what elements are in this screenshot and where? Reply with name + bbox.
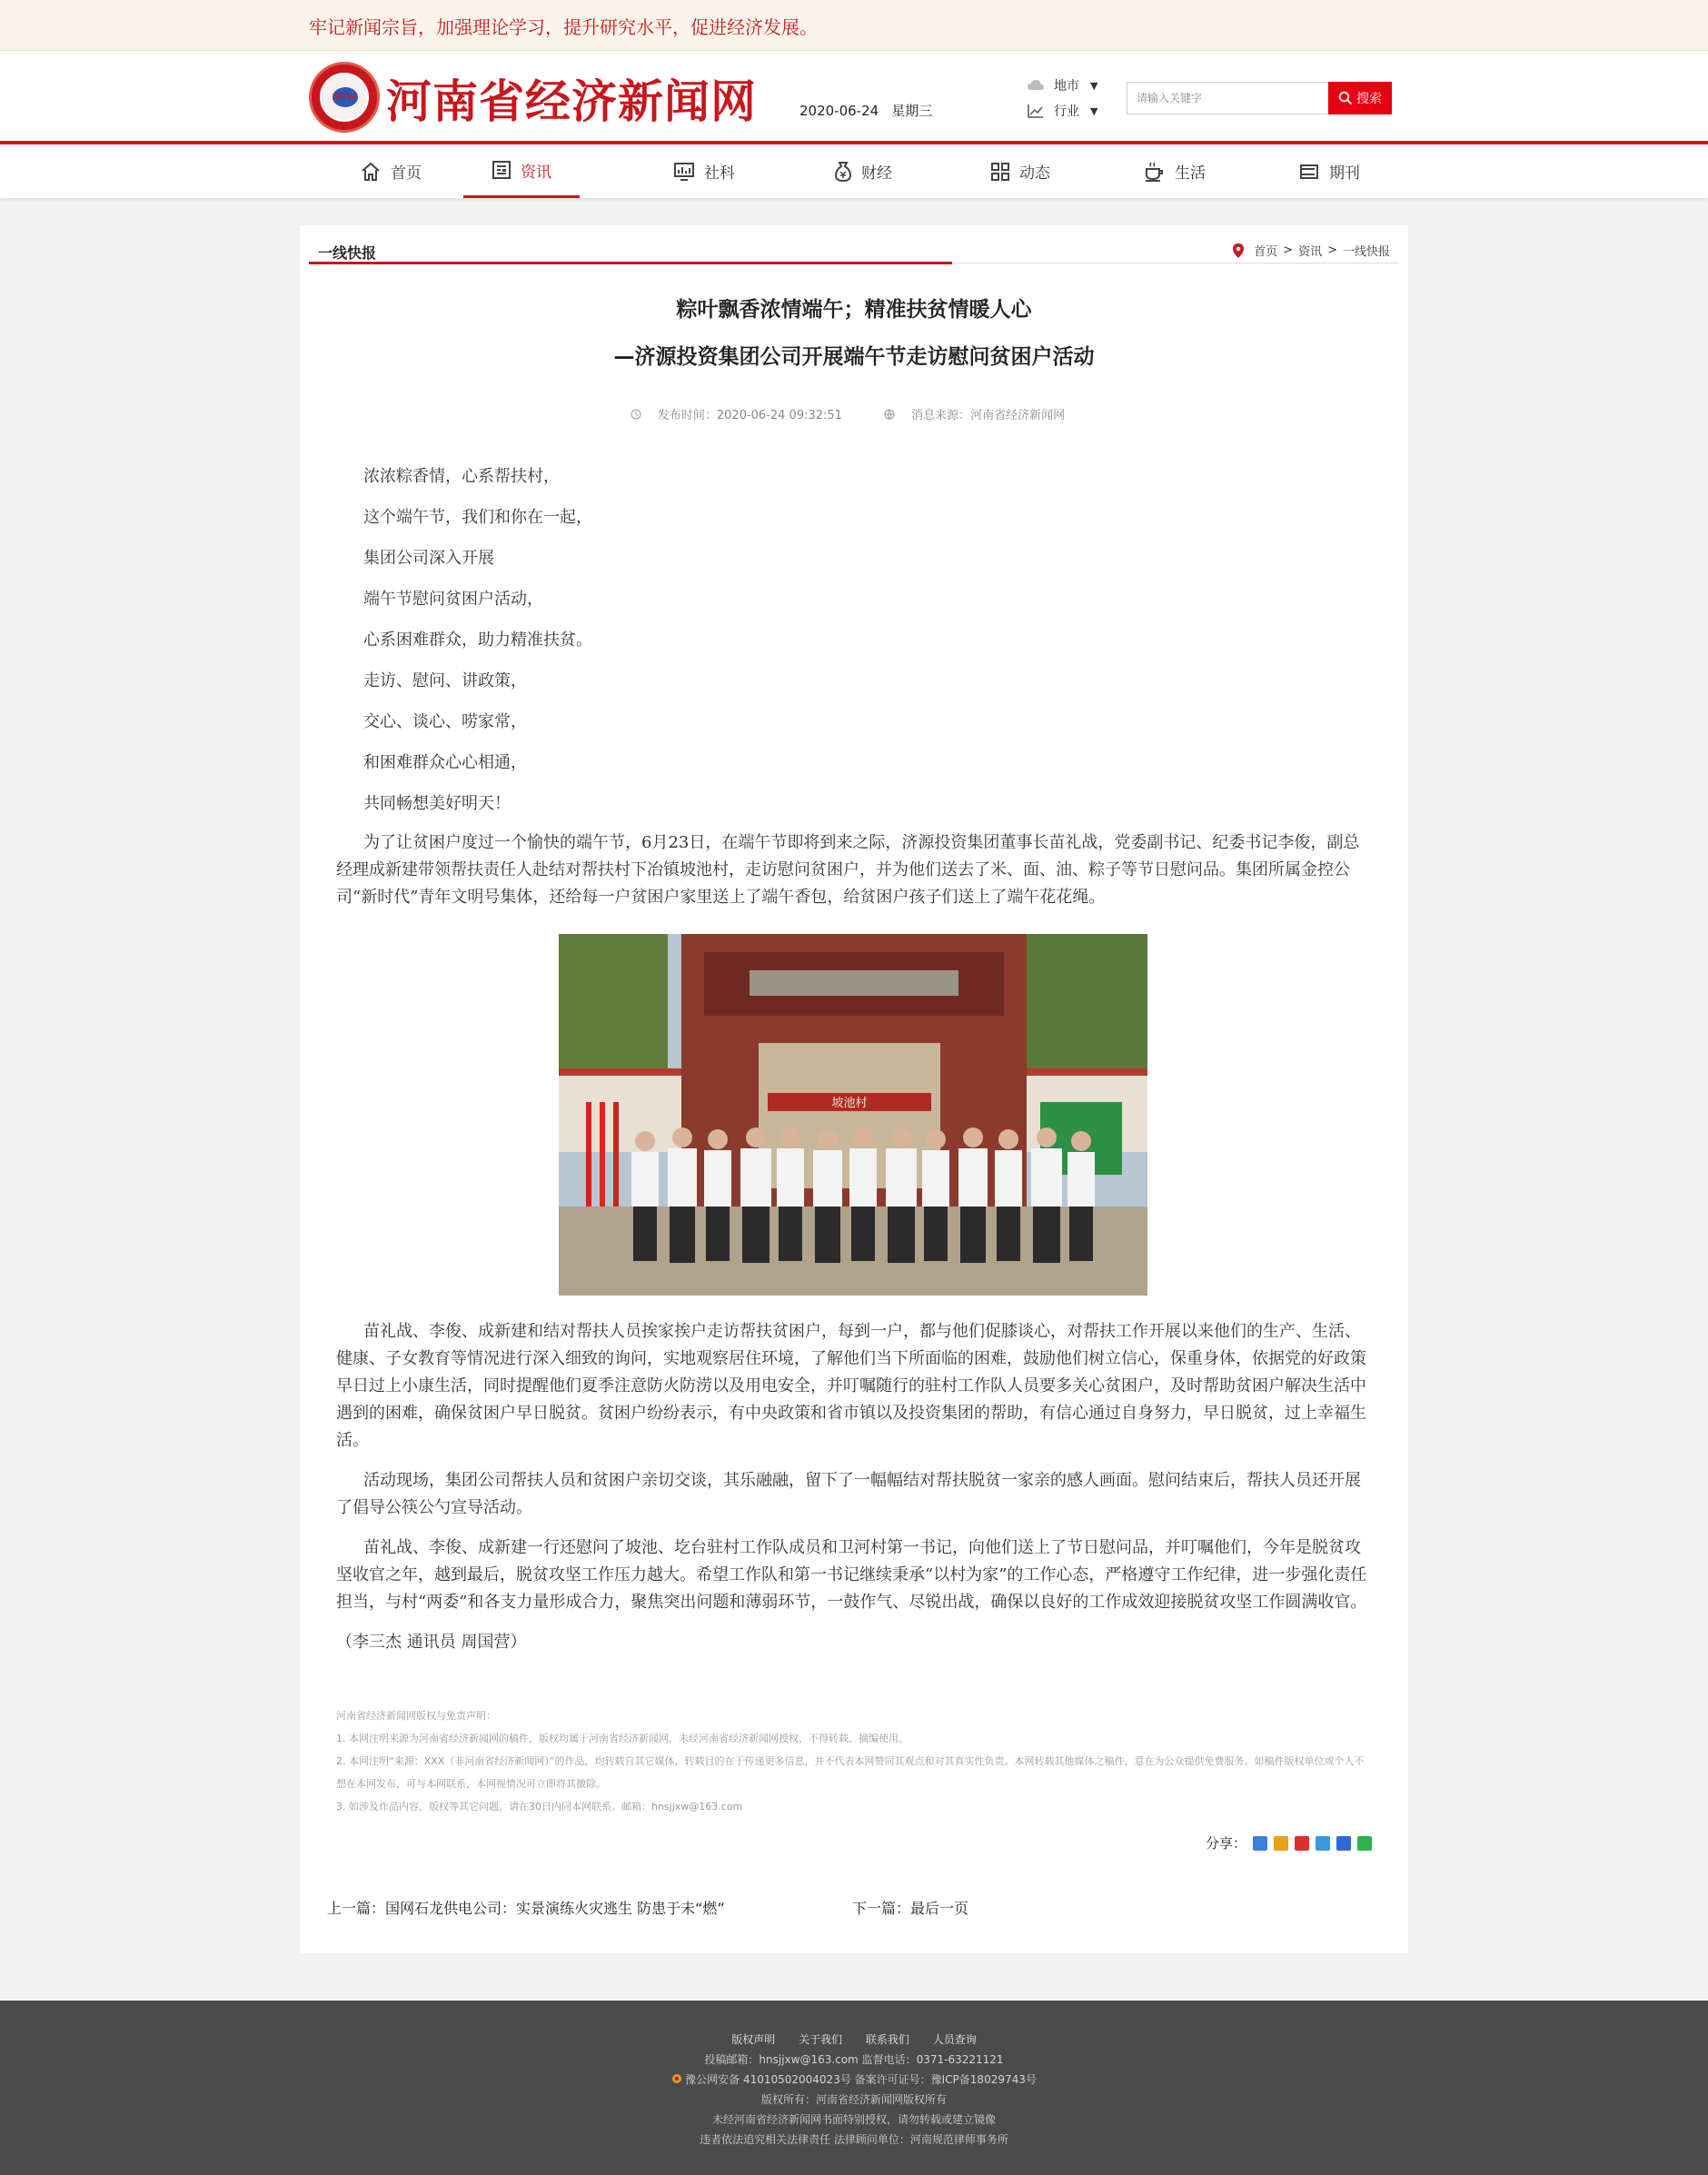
industry-selector[interactable] (1027, 98, 1097, 124)
search-button-label: 搜索 (1356, 92, 1382, 106)
next-article (852, 1897, 968, 1918)
location-pin-icon (1232, 243, 1245, 259)
prev-label: 上一篇： (327, 1900, 386, 1917)
footer-link-staff[interactable]: 人员查询 (932, 2033, 977, 2046)
nav-item-home[interactable] (350, 144, 432, 198)
chevron-down-icon: ▼ (1090, 104, 1098, 117)
prev-article (327, 1897, 725, 1918)
search-button[interactable] (1328, 82, 1392, 114)
breadcrumb-current[interactable]: 一线快报 (1342, 245, 1390, 259)
slogan: 牢记新闻宗旨，加强理论学习，提升研究水平，促进经济发展。 (309, 16, 818, 38)
section-underline (309, 262, 952, 264)
share-weibo-icon[interactable] (1295, 1836, 1309, 1851)
verse-line: 这个端午节，我们和你在一起， (363, 508, 592, 527)
book-icon (1298, 162, 1320, 182)
verse-line: 浓浓粽香情，心系帮扶村， (363, 467, 560, 486)
chart-icon (673, 162, 695, 182)
footer-link-contact[interactable]: 联系我们 (865, 2033, 909, 2046)
article-title: 粽叶飘香浓情端午；精准扶贫情暖人心 (676, 298, 1032, 322)
nav-item-news[interactable] (463, 144, 580, 198)
breadcrumb-news[interactable]: 资讯 (1298, 245, 1323, 259)
article-author: （李三杰 通讯员 周国营） (336, 1633, 527, 1652)
city-label: 地市 (1054, 79, 1079, 94)
nav-item-dynamics[interactable] (970, 144, 1070, 198)
disclaimer-item: 3. 如涉及作品内容、版权等其它问题，请在30日内同本网联系。邮箱：hnsjjxw@163.com (336, 1801, 743, 1812)
publish-time-text: 发布时间：2020-06-24 09:32:51 (657, 409, 842, 422)
section-title: 一线快报 (318, 244, 377, 262)
share-qzone-icon[interactable] (1274, 1836, 1288, 1851)
site-logo-emblem[interactable] (309, 62, 380, 133)
police-badge-icon (671, 2073, 682, 2084)
publish-time (631, 405, 855, 422)
breadcrumb (1232, 242, 1390, 259)
copyright-disclaimer (336, 1704, 1372, 1818)
share-more-icon[interactable] (1253, 1836, 1267, 1851)
home-icon (360, 161, 382, 183)
top-banner (0, 0, 1708, 51)
breadcrumb-separator: > (1283, 243, 1294, 257)
share-wechat-icon[interactable] (1357, 1836, 1372, 1851)
industry-label: 行业 (1054, 104, 1079, 119)
next-article-link[interactable]: 最后一页 (910, 1900, 969, 1917)
disclaimer-title: 河南省经济新闻网版权与免责声明： (336, 1710, 496, 1722)
disclaimer-item: 2. 本网注明“来源：XXX（非河南省经济新闻网）”的作品，均转载自其它媒体，转载目的在于传递更多信息，并不代表本网赞同其观点和对其真实性负责。本网转载其他媒体之稿件，意在为公众提供免费服务。如稿件版权单位或个人不想在本网发布，可与本网联系，本网视情况可立即将其撤除。 (336, 1755, 1365, 1790)
footer-contact: 投稿邮箱：hnsjjxw@163.com 监督电话：0371-63221121 (704, 2053, 1004, 2066)
main-nav (0, 144, 1708, 198)
clock-icon (631, 409, 641, 420)
filter-selectors (1027, 73, 1097, 124)
city-selector[interactable] (1027, 73, 1097, 98)
footer (0, 2001, 1708, 2175)
share-bar (1206, 1833, 1372, 1852)
logo-mark: NEW (332, 92, 357, 103)
nav-item-finance[interactable] (813, 144, 913, 198)
date-value: 2020-06-24 (799, 103, 879, 119)
breadcrumb-home[interactable]: 首页 (1254, 245, 1278, 259)
header (0, 51, 1708, 142)
cloud-icon (1027, 77, 1045, 94)
breadcrumb-separator: > (1327, 243, 1337, 257)
footer-record-text: 豫公网安备 41010502004023号 备案许可证号：豫ICP备18029743号 (685, 2073, 1037, 2086)
article-paragraph: 活动现场，集团公司帮扶人员和贫困户亲切交谈，其乐融融，留下了一幅幅结对帮扶脱贫一家亲的感人画面。慰问结束后，帮扶人员还开展了倡导公筷公勺宣导活动。 (336, 1471, 1361, 1517)
article-photo (559, 934, 1147, 1296)
footer-link-copyright[interactable]: 版权声明 (731, 2033, 776, 2046)
verse-line: 走访、慰问、讲政策， (363, 671, 527, 690)
nav-label: 首页 (391, 164, 422, 183)
money-icon (834, 161, 852, 183)
nav-label: 资讯 (521, 163, 551, 182)
footer-owner: 版权所有：河南省经济新闻网版权所有 (760, 2093, 947, 2106)
nav-label: 财经 (861, 164, 892, 183)
search-icon (1338, 91, 1353, 105)
section-header (309, 236, 1399, 263)
article-paragraph: 苗礼战、李俊、成新建和结对帮扶人员挨家挨户走访帮扶贫困户，每到一户，都与他们促膝谈心，对帮扶工作开展以来他们的生产、生活、健康、子女教育等情况进行深入细致的询问，实地观察居住环境，了解他们当下所面临的困难，鼓励他们树立信心，保重身体，依据党的好政策早日过上小康生活，同时提醒他们夏季注意防火防涝以及用电安全，并叮嘱随行的驻村工作队人员要多关心贫困户，及时帮助贫困户解决生活中遇到的困难，确保贫困户早日脱贫。贫困户纷纷表示，有中央政策和省市镇以及投资集团的帮助，有信心通过自身努力，早日脱贫，过上幸福生活。 (336, 1322, 1366, 1450)
nav-label: 社科 (704, 164, 735, 183)
share-renren-icon[interactable] (1336, 1836, 1351, 1851)
site-logo-text[interactable]: 河南省经济新闻网 (386, 74, 757, 128)
share-tencent-icon[interactable] (1316, 1836, 1330, 1851)
nav-item-social-science[interactable] (654, 144, 754, 198)
cup-icon (1144, 161, 1166, 183)
article-paragraph: 为了让贫困户度过一个愉快的端午节，6月23日，在端午节即将到来之际，济源投资集团董事长苗礼战，党委副书记、纪委书记李俊，副总经理成新建带领帮扶责任人赴结对帮扶村下冶镇坡池村，走访慰问贫困户，并为他们送去了米、面、油、粽子等节日慰问品。集团所属金控公司“新时代”青年文明号集体，还给每一户贫困户家里送上了端午香包，给贫困户孩子们送上了端午花花绳。 (336, 833, 1360, 907)
footer-notice: 未经河南省经济新闻网书面特别授权，请勿转载或建立镜像 (711, 2113, 996, 2126)
weekday: 星期三 (891, 103, 933, 119)
article-panel (300, 225, 1408, 1953)
photo-sign: 坡池村 (831, 1097, 868, 1110)
verse-line: 交心、谈心、唠家常， (363, 712, 527, 731)
verse-line: 端午节慰问贫困户活动， (363, 590, 543, 609)
verse-line: 共同畅想美好明天！ (363, 794, 511, 813)
news-source-text: 消息来源：河南省经济新闻网 (911, 409, 1066, 422)
verse-line: 心系困难群众，助力精准扶贫。 (363, 631, 592, 650)
nav-item-life[interactable] (1125, 144, 1225, 198)
nav-label: 动态 (1019, 164, 1050, 183)
news-source (884, 405, 1077, 422)
nav-item-journal[interactable] (1279, 144, 1379, 198)
footer-legal: 违者依法追究相关法律责任 法律顾问单位：河南规范律师事务所 (700, 2133, 1008, 2146)
nav-label: 生活 (1175, 164, 1206, 183)
current-date (799, 101, 945, 120)
nav-label: 期刊 (1329, 164, 1360, 183)
search-input[interactable] (1127, 82, 1328, 114)
grid-icon (990, 162, 1010, 182)
chevron-down-icon: ▼ (1090, 79, 1098, 92)
trend-icon (1027, 103, 1045, 119)
news-icon (492, 160, 511, 180)
footer-links (0, 2031, 1708, 2047)
footer-record (0, 2071, 1708, 2087)
search-box (1127, 82, 1392, 114)
next-label: 下一篇： (852, 1900, 911, 1917)
share-label: 分享： (1205, 1835, 1246, 1852)
globe-icon (884, 409, 895, 420)
verse-line: 和困难群众心心相通， (363, 753, 527, 772)
prev-article-link[interactable]: 国网石龙供电公司：实景演练火灾逃生 防患于未“燃” (385, 1900, 725, 1917)
logo-ring (320, 73, 369, 122)
verse-line: 集团公司深入开展 (363, 549, 494, 568)
disclaimer-item: 1. 本网注明来源为河南省经济新闻网的稿件，版权均属于河南省经济新闻网，未经河南省经济新闻网授权，不得转载、摘编使用。 (336, 1733, 909, 1744)
article-paragraph: 苗礼战、李俊、成新建一行还慰问了坡池、圪台驻村工作队成员和卫河村第一书记，向他们送上了节日慰问品，并叮嘱他们，今年是脱贫攻坚收官之年，越到最后，脱贫攻坚工作压力越大。希望工作队和第一书记继续秉承“以村为家”的工作心态，严格遵守工作纪律，进一步强化责任担当，与村“两委”和各支力量形成合力，聚焦突出问题和薄弱环节，一鼓作气、尽锐出战，确保以良好的工作成效迎接脱贫攻坚工作圆满收官。 (336, 1538, 1367, 1612)
article-subtitle: —济源投资集团公司开展端午节走访慰问贫困户活动 (613, 345, 1095, 369)
article-meta (300, 405, 1408, 423)
footer-link-about[interactable]: 关于我们 (799, 2033, 843, 2046)
